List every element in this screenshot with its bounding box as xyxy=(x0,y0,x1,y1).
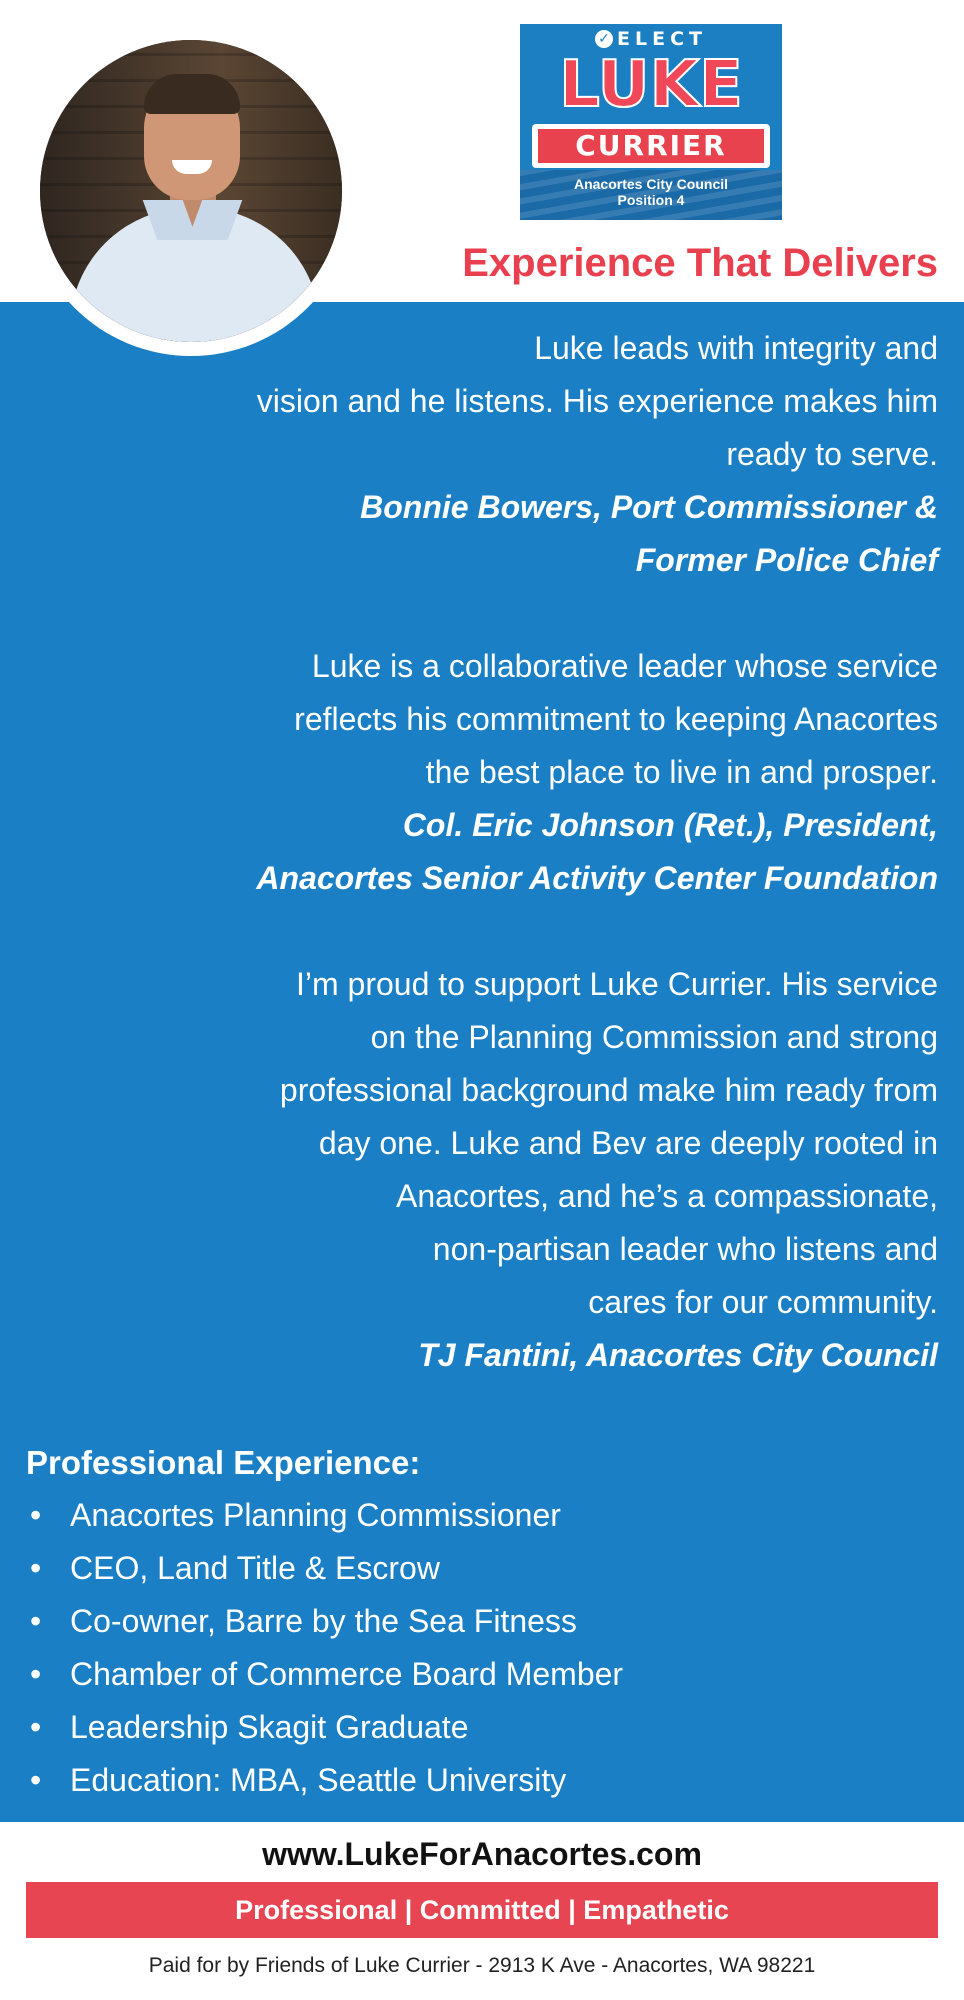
bullet-icon: • xyxy=(30,1762,42,1798)
quote-line: Luke leads with integrity and xyxy=(534,330,938,366)
attribution-line: Former Police Chief xyxy=(635,542,938,578)
bullet-icon: • xyxy=(30,1656,42,1692)
spacer xyxy=(30,905,938,958)
endorsements xyxy=(30,322,938,1382)
check-circle-icon: ✓ xyxy=(595,30,613,48)
quote-line: Anacortes, and he’s a compassionate, xyxy=(396,1178,938,1214)
endorsement-3 xyxy=(30,958,938,1382)
quote-line: Luke is a collaborative leader whose service xyxy=(311,648,938,684)
campaign-logo xyxy=(520,24,782,220)
endorsement-1 xyxy=(30,322,938,587)
experience-item: CEO, Land Title & Escrow xyxy=(70,1550,440,1586)
quote-line: non-partisan leader who listens and xyxy=(432,1231,938,1267)
experience-item: Co-owner, Barre by the Sea Fitness xyxy=(70,1603,577,1639)
list-item xyxy=(26,1701,926,1754)
experience-list xyxy=(26,1489,926,1807)
bullet-icon: • xyxy=(30,1497,42,1533)
attribution-line: Col. Eric Johnson (Ret.), President, xyxy=(402,807,938,843)
experience-title: Professional Experience: xyxy=(26,1444,421,1481)
tagline-banner: Professional | Committed | Empathetic xyxy=(26,1882,938,1938)
candidate-photo xyxy=(40,40,342,342)
bullet-icon: • xyxy=(30,1709,42,1745)
quote-line: I’m proud to support Luke Currier. His service xyxy=(295,966,938,1002)
quote-line: professional background make him ready from xyxy=(279,1072,938,1108)
list-item xyxy=(26,1489,926,1542)
website-link[interactable]: www.LukeForAnacortes.com xyxy=(262,1836,702,1872)
attribution-line: Bonnie Bowers, Port Commissioner & xyxy=(360,489,938,525)
professional-experience xyxy=(26,1437,926,1807)
experience-item: Anacortes Planning Commissioner xyxy=(70,1497,561,1533)
bullet-icon: • xyxy=(30,1550,42,1586)
list-item xyxy=(26,1648,926,1701)
endorsement-2 xyxy=(30,640,938,905)
headline: Experience That Delivers xyxy=(462,241,938,285)
logo-office-line1: Anacortes City Council xyxy=(573,176,729,192)
quote-line: the best place to live in and prosper. xyxy=(425,754,938,790)
experience-item: Leadership Skagit Graduate xyxy=(70,1709,469,1745)
attribution-line: Anacortes Senior Activity Center Foundation xyxy=(256,860,938,896)
bullet-icon: • xyxy=(30,1603,42,1639)
quote-line: on the Planning Commission and strong xyxy=(370,1019,938,1055)
photo-hair xyxy=(144,74,240,114)
spacer xyxy=(30,587,938,640)
list-item xyxy=(26,1542,926,1595)
logo-office xyxy=(520,176,782,208)
quote-line: ready to serve. xyxy=(726,436,938,472)
attribution-line: TJ Fantini, Anacortes City Council xyxy=(418,1337,938,1373)
paid-for-disclaimer: Paid for by Friends of Luke Currier - 2913 K Ave - Anacortes, WA 98221 xyxy=(148,1954,816,1977)
logo-elect-text: ELECT xyxy=(617,28,707,50)
quote-line: vision and he listens. His experience makes him xyxy=(256,383,938,419)
quote-line: day one. Luke and Bev are deeply rooted in xyxy=(318,1125,938,1161)
quote-line: reflects his commitment to keeping Anacortes xyxy=(294,701,938,737)
logo-office-line2: Position 4 xyxy=(617,192,685,208)
list-item xyxy=(26,1754,926,1807)
experience-item: Education: MBA, Seattle University xyxy=(70,1762,567,1798)
list-item xyxy=(26,1595,926,1648)
quote-line: cares for our community. xyxy=(588,1284,938,1320)
logo-last-name: CURRIER xyxy=(538,129,764,163)
logo-first-name: LUKE xyxy=(559,48,743,122)
logo-elect xyxy=(520,28,782,50)
experience-item: Chamber of Commerce Board Member xyxy=(70,1656,624,1692)
